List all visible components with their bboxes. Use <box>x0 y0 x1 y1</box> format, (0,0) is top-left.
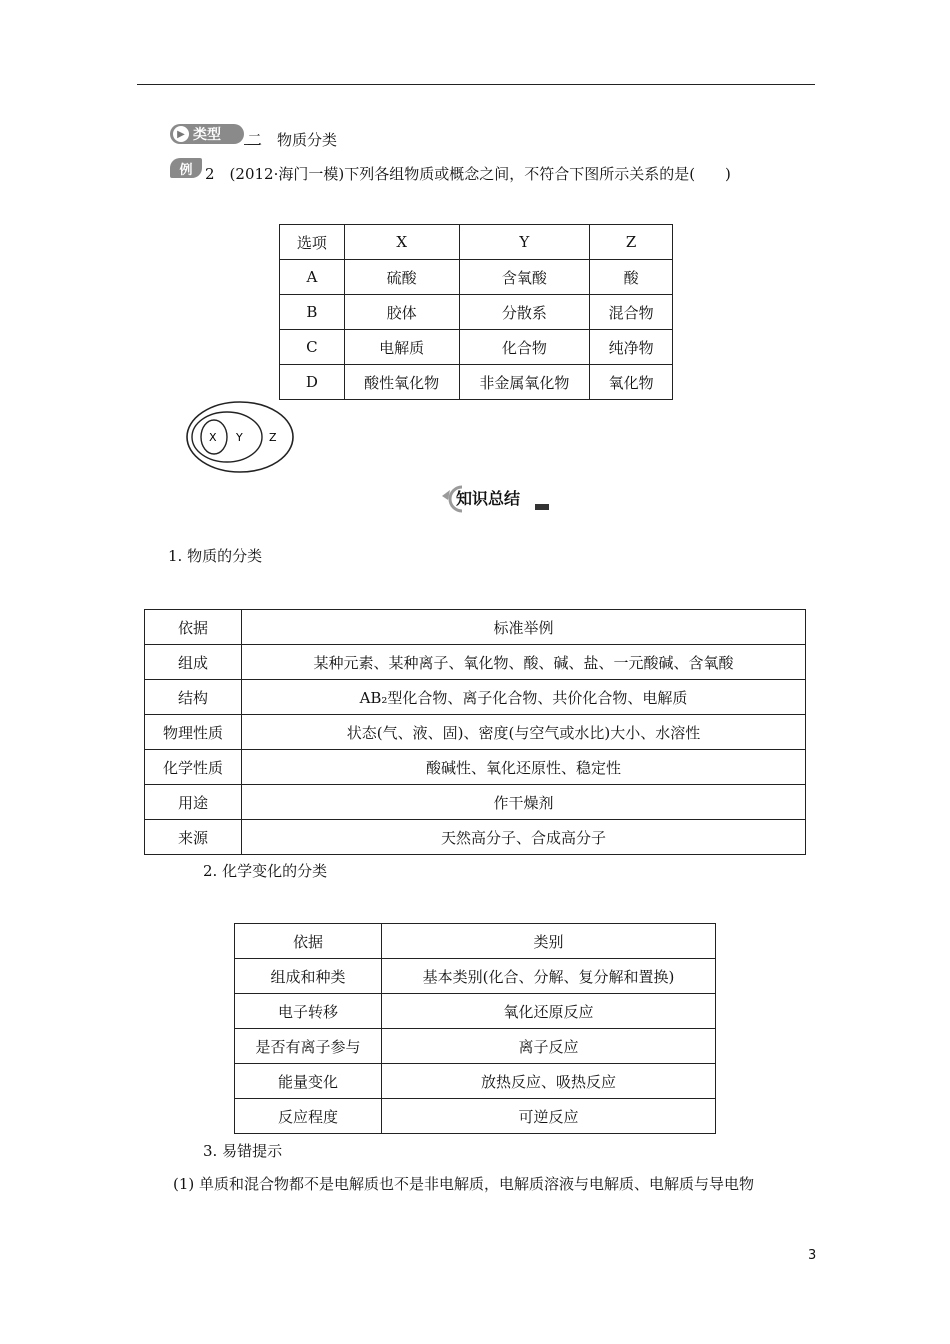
table-row <box>280 365 673 400</box>
heading-substance-classification: 1. 物质的分类 <box>168 547 263 565</box>
heading-error-tips: 3. 易错提示 <box>203 1142 283 1160</box>
example-question: 2 (2012·海门一模)下列各组物质或概念之间，不符合下图所示关系的是( ) <box>205 165 731 183</box>
table-cell: 依据 <box>145 610 242 645</box>
play-arrow-icon: ▶ <box>173 126 189 142</box>
table-cell: 是否有离子参与 <box>235 1029 382 1064</box>
venn-label-z: Z <box>269 431 277 444</box>
table-cell: B <box>280 295 345 330</box>
table-cell: X <box>344 225 459 260</box>
example-badge: 例 <box>170 158 202 178</box>
table-cell: 结构 <box>145 680 242 715</box>
table-cell: 来源 <box>145 820 242 855</box>
table-row <box>145 820 806 855</box>
options-table <box>279 224 673 400</box>
table-cell: 酸碱性、氧化还原性、稳定性 <box>242 750 806 785</box>
table-cell: 混合物 <box>590 295 673 330</box>
table-row <box>235 1064 716 1099</box>
tip-paragraph-1: (1) 单质和混合物都不是电解质也不是非电解质，电解质溶液与电解质、电解质与导电物 <box>173 1175 755 1193</box>
table-cell: A <box>280 260 345 295</box>
venn-diagram <box>185 399 297 475</box>
table-cell: 酸 <box>590 260 673 295</box>
table-cell: 胶体 <box>344 295 459 330</box>
page-number: 3 <box>808 1248 817 1263</box>
table-cell: 纯净物 <box>590 330 673 365</box>
table-row <box>145 715 806 750</box>
type-badge <box>170 124 244 144</box>
table-row <box>145 680 806 715</box>
table-row <box>280 330 673 365</box>
table-cell: 可逆反应 <box>382 1099 716 1134</box>
table-cell: 氧化物 <box>590 365 673 400</box>
header-rule <box>137 84 815 85</box>
table-cell: 电解质 <box>344 330 459 365</box>
table-cell: 状态(气、液、固)、密度(与空气或水比)大小、水溶性 <box>242 715 806 750</box>
table-cell: 反应程度 <box>235 1099 382 1134</box>
venn-label-y: Y <box>236 431 243 444</box>
table-cell: 选项 <box>280 225 345 260</box>
table-row <box>235 994 716 1029</box>
table-row <box>145 645 806 680</box>
type-badge-label: 类型 <box>193 127 221 143</box>
table-cell: 某种元素、某种离子、氧化物、酸、碱、盐、一元酸碱、含氧酸 <box>242 645 806 680</box>
table-row <box>235 1099 716 1134</box>
table-cell: Y <box>459 225 590 260</box>
table-row <box>145 785 806 820</box>
banner-bar <box>535 504 549 510</box>
classification-table <box>144 609 806 855</box>
table-cell: 硫酸 <box>344 260 459 295</box>
type-title: 物质分类 <box>277 131 338 149</box>
table-cell: 离子反应 <box>382 1029 716 1064</box>
table-cell: 含氧酸 <box>459 260 590 295</box>
table-cell: 标准举例 <box>242 610 806 645</box>
table-cell: 化学性质 <box>145 750 242 785</box>
table-cell: AB₂型化合物、离子化合物、共价化合物、电解质 <box>242 680 806 715</box>
table-cell: 依据 <box>235 924 382 959</box>
knowledge-summary-title: 知识总结 <box>456 489 521 508</box>
table-cell: 组成 <box>145 645 242 680</box>
table-cell: 电子转移 <box>235 994 382 1029</box>
table-cell: 物理性质 <box>145 715 242 750</box>
table-cell: 酸性氧化物 <box>344 365 459 400</box>
type-number: 二 <box>247 131 263 149</box>
table-cell: 类别 <box>382 924 716 959</box>
table-cell: D <box>280 365 345 400</box>
table-cell: C <box>280 330 345 365</box>
table-cell: 非金属氧化物 <box>459 365 590 400</box>
table-row <box>280 295 673 330</box>
table-row <box>145 750 806 785</box>
table-row <box>235 1029 716 1064</box>
venn-label-x: X <box>209 431 217 444</box>
table-cell: 能量变化 <box>235 1064 382 1099</box>
table-cell: 用途 <box>145 785 242 820</box>
table-cell: 化合物 <box>459 330 590 365</box>
table-cell: 作干燥剂 <box>242 785 806 820</box>
table-cell: 分散系 <box>459 295 590 330</box>
table-cell: 放热反应、吸热反应 <box>382 1064 716 1099</box>
table-row <box>280 260 673 295</box>
table-cell: 基本类别(化合、分解、复分解和置换) <box>382 959 716 994</box>
table-cell: 组成和种类 <box>235 959 382 994</box>
table-header-row <box>145 610 806 645</box>
table-header-row <box>235 924 716 959</box>
chemical-change-table <box>234 923 716 1134</box>
table-cell: Z <box>590 225 673 260</box>
table-row <box>235 959 716 994</box>
heading-chemical-change-classification: 2. 化学变化的分类 <box>203 862 328 880</box>
table-cell: 氧化还原反应 <box>382 994 716 1029</box>
table-cell: 天然高分子、合成高分子 <box>242 820 806 855</box>
table-header-row <box>280 225 673 260</box>
